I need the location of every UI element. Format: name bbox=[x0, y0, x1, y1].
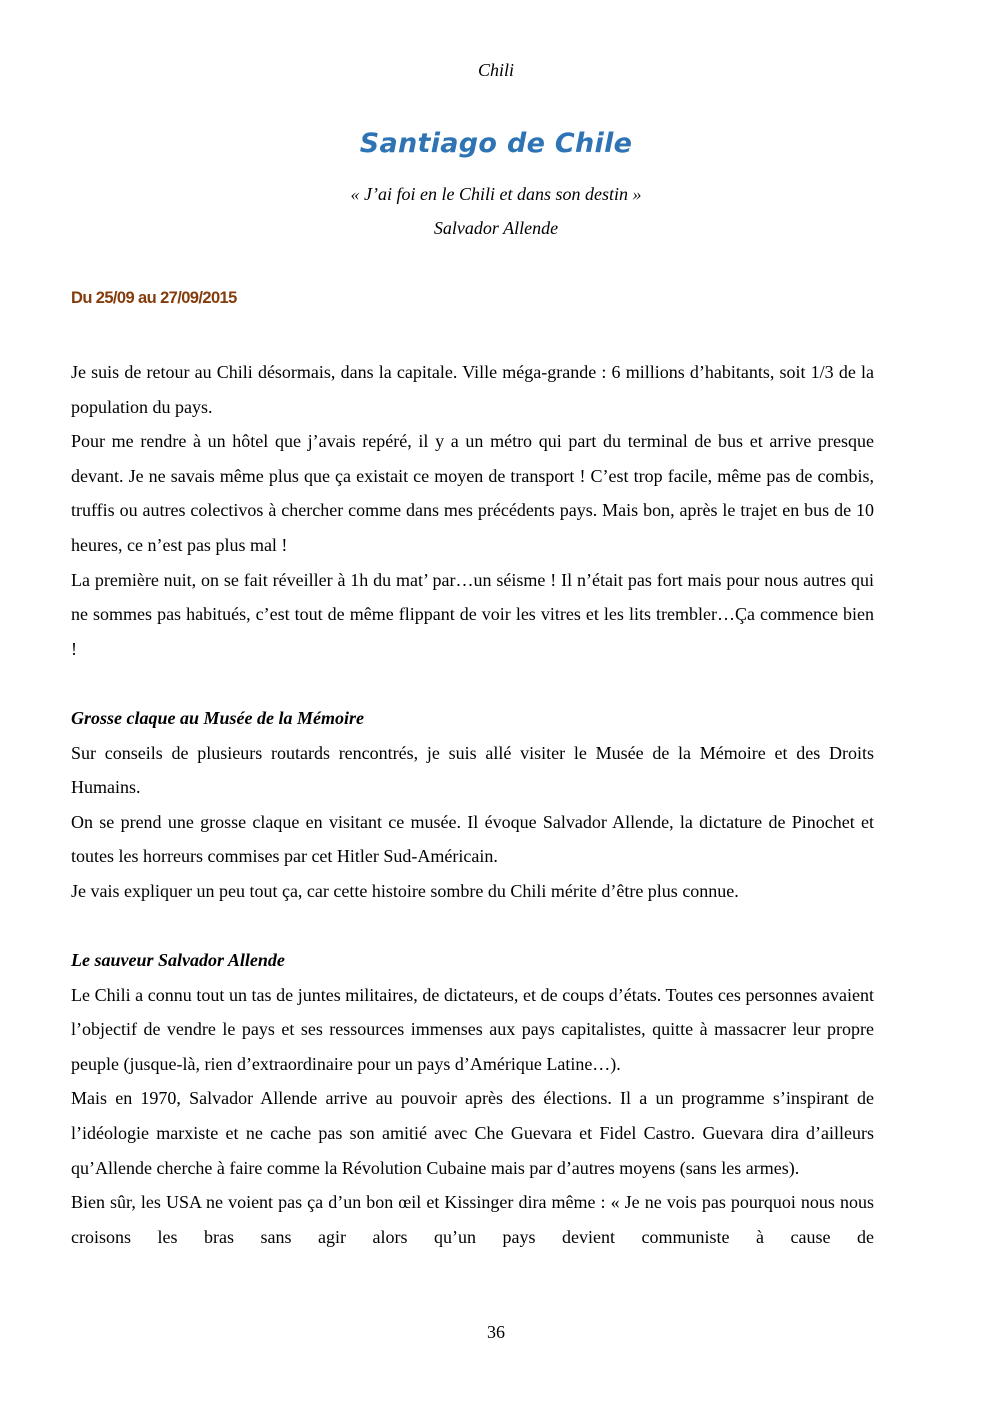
page-title: Santiago de Chile bbox=[359, 128, 633, 159]
museum-paragraph: On se prend une grosse claque en visitant ce musée. Il évoque Salvador Allende, la dictature de Pinochet et toutes les horreurs commises par cet Hitler Sud-Américain. bbox=[71, 811, 874, 867]
paragraph-spacer bbox=[71, 666, 874, 701]
museum-paragraph: Je vais expliquer un peu tout ça, car cette histoire sombre du Chili mérite d’être plus connue. bbox=[71, 880, 739, 901]
allende-paragraph: Le Chili a connu tout un tas de juntes militaires, de dictateurs, et de coups d’états. Toutes ces personnes avaient l’objectif de vendre le pays et ses ressources immenses aux pays capitalistes, quitte à massacrer leur propre peuple (jusque-là, rien d’extraordinaire pour un pays d’Amérique Latine…). bbox=[71, 984, 874, 1074]
section-heading-museum: Grosse claque au Musée de la Mémoire bbox=[71, 707, 364, 728]
intro-paragraph: Je suis de retour au Chili désormais, dans la capitale. Ville méga-grande : 6 millions d’habitants, soit 1/3 de la population du pays. bbox=[71, 362, 874, 417]
museum-paragraph: Sur conseils de plusieurs routards rencontrés, je suis allé visiter le Musée de la Mémoire et des Droits Humains. bbox=[71, 742, 874, 798]
epigraph-quote: « J’ai foi en le Chili et dans son destin » bbox=[350, 184, 642, 204]
epigraph-author: Salvador Allende bbox=[433, 218, 559, 238]
date-heading: Du 25/09 au 27/09/2015 bbox=[71, 289, 237, 307]
page-number: 36 bbox=[487, 1322, 505, 1342]
paragraph-spacer bbox=[71, 909, 874, 944]
body-text bbox=[71, 355, 874, 1254]
running-header: Chili bbox=[477, 60, 514, 80]
section-heading-allende: Le sauveur Salvador Allende bbox=[71, 950, 285, 971]
allende-paragraph: Mais en 1970, Salvador Allende arrive au pouvoir après des élections. Il a un programme s’inspirant de l’idéologie marxiste et ne cache pas son amitié avec Che Guevara et Fidel Castro. Guevara dira d’ailleurs qu’Allende cherche à faire comme la Révolution Cubaine mais par d’autres moyens (sans les armes). bbox=[71, 1088, 874, 1178]
intro-paragraph: Pour me rendre à un hôtel que j’avais repéré, il y a un métro qui part du terminal de bus et arrive presque devant. Je ne savais même plus que ça existait ce moyen de transport ! C’est trop facile, même pas de combis, truffis ou autres colectivos à chercher comme dans mes précédents pays. Mais bon, après le trajet en bus de 10 heures, ce n’est pas plus mal ! bbox=[71, 431, 874, 555]
intro-paragraph: La première nuit, on se fait réveiller à 1h du mat’ par…un séisme ! Il n’était pas fort mais pour nous autres qui ne sommes pas habitués, c’est tout de même flippant de voir les vitres et les lits trembler…Ça commence bien ! bbox=[71, 569, 874, 659]
allende-paragraph: Bien sûr, les USA ne voient pas ça d’un bon œil et Kissinger dira même : « Je ne vois pas pourquoi nous nous croisons les bras sans agir alors qu’un pays devient communiste à cause de bbox=[71, 1192, 874, 1247]
